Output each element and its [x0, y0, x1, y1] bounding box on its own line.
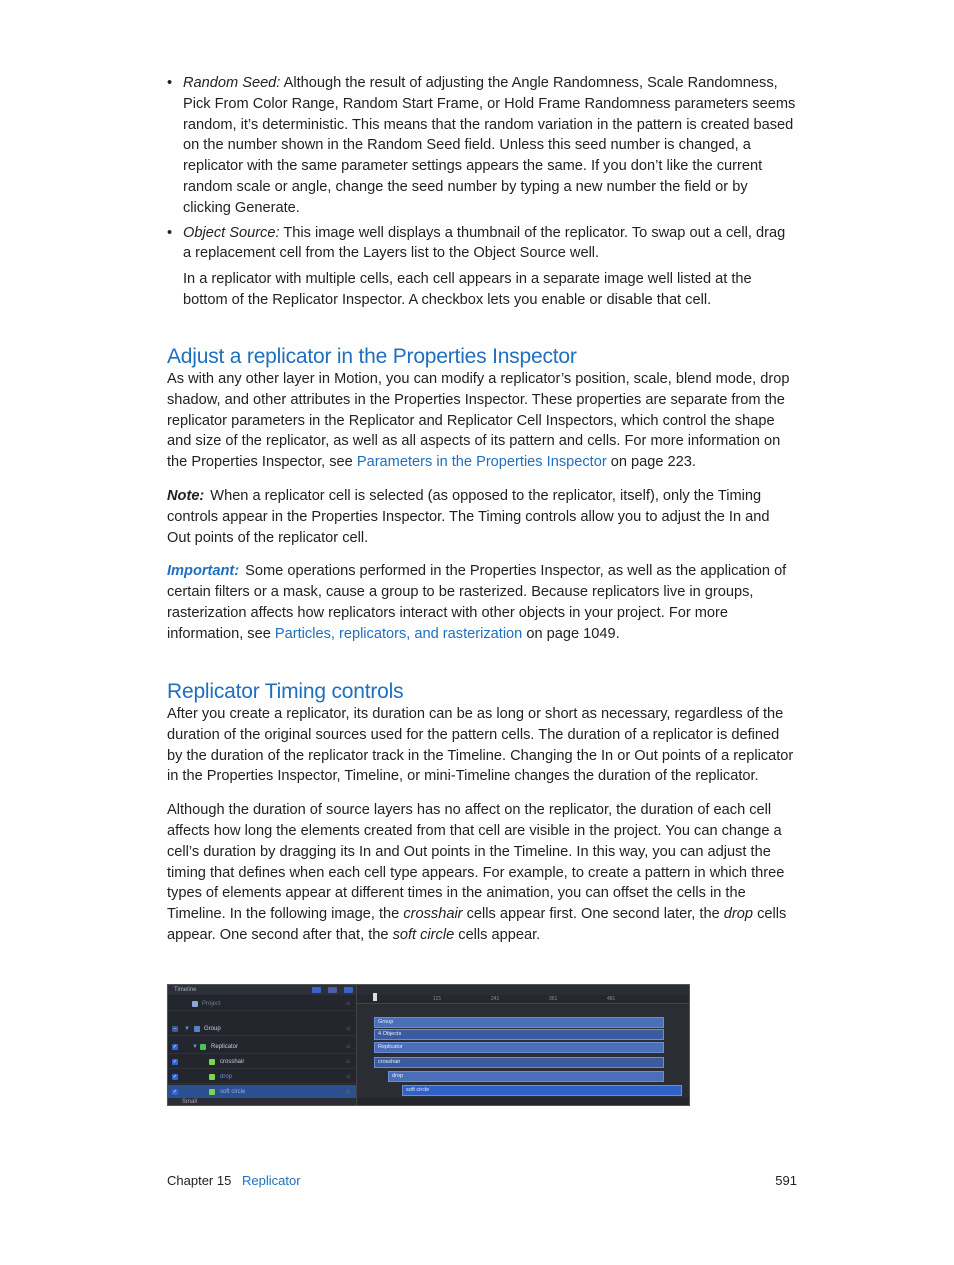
layer-row-group[interactable] — [168, 1022, 356, 1036]
text-run: on page 1049. — [526, 625, 620, 642]
layer-row-drop[interactable] — [168, 1070, 356, 1084]
thumbnail-size-label[interactable]: Small — [182, 1099, 198, 1105]
lock-icon[interactable]: ⌂ — [346, 1001, 350, 1007]
text-run: cells appear. One second after that, the — [167, 906, 787, 943]
project-icon — [192, 1001, 198, 1007]
bullet-dot: • — [167, 75, 173, 91]
ruler-tick: 121 — [433, 996, 442, 1002]
text-run: cells appear first. One second later, the — [466, 906, 720, 923]
important-paragraph — [167, 561, 797, 644]
replicator-icon — [200, 1044, 206, 1050]
bullet-paragraph — [183, 73, 797, 219]
timeline-tracks-panel — [357, 985, 689, 1106]
collapse-icon[interactable]: – — [173, 1026, 177, 1032]
layer-row-soft-circle[interactable] — [168, 1085, 356, 1099]
body-paragraph — [167, 369, 797, 473]
group-icon — [194, 1026, 200, 1032]
bullet-random-seed — [167, 73, 797, 219]
track-drop[interactable]: drop — [388, 1071, 664, 1082]
section-properties-inspector — [167, 345, 797, 645]
bullet-object-source — [167, 223, 797, 311]
important-label: Important: — [167, 563, 240, 580]
timeline-screenshot — [167, 984, 690, 1106]
enable-checkbox[interactable]: ✓ — [172, 1074, 178, 1080]
filter-icon[interactable] — [312, 987, 321, 993]
lock-icon[interactable]: ⌂ — [346, 1044, 350, 1050]
text-run: on page 223. — [610, 454, 696, 471]
chapter-label: Chapter 15 — [167, 1173, 232, 1188]
layer-row-project[interactable] — [168, 997, 356, 1011]
link-parameters-properties-inspector[interactable]: Parameters in the Properties Inspector — [356, 454, 607, 471]
disclosure-triangle-icon[interactable]: ▼ — [192, 1044, 198, 1050]
enable-checkbox[interactable]: ✓ — [172, 1059, 178, 1065]
bullet-text: Although the result of adjusting the Angle Randomness, Scale Randomness, Pick From Color Range, Random Start Frame, or Hold Frame Randomness parameters seems random, it’s deterministic. This means that the random variation in the pattern is created based on the number shown in the Random Seed field. Unless this seed number is changed, a replicator with the same parameter settings appears the same. If you don’t like the current random scale or angle, change the seed number by typing a new number the field or by clicking Generate. — [183, 75, 796, 216]
layer-name: Project — [202, 1001, 221, 1007]
body-paragraph: After you create a replicator, its duration can be as long or short as necessary, regardless of the duration of the original sources used for the pattern cells. The duration of a replicator is defined by the duration of the replicator track in the Timeline. Changing the In or Out points of a replicator in the Properties Inspector, Timeline, or mini-Timeline changes the duration of the replicator. — [167, 706, 794, 785]
timeline-scrollbar[interactable] — [357, 1098, 689, 1106]
section-heading: Replicator Timing controls — [167, 680, 404, 703]
layer-row-crosshair[interactable] — [168, 1055, 356, 1069]
lock-icon[interactable]: ⌂ — [346, 1059, 350, 1065]
lock-icon[interactable]: ⌂ — [346, 1026, 350, 1032]
note-label: Note: — [167, 487, 205, 504]
bullet-paragraph — [183, 223, 797, 265]
ruler-tick: 241 — [491, 996, 500, 1002]
section-heading: Adjust a replicator in the Properties Inspector — [167, 345, 577, 368]
add-layer-icon[interactable] — [344, 987, 353, 993]
layer-name: drop — [220, 1074, 233, 1080]
link-particles-rasterization[interactable]: Particles, replicators, and rasterization — [274, 625, 523, 642]
lock-icon[interactable]: ⌂ — [346, 1089, 350, 1095]
cell-icon — [209, 1089, 215, 1095]
body-paragraph — [167, 800, 797, 946]
page-number: 591 — [775, 1173, 797, 1188]
text-run: cells appear. — [458, 926, 541, 943]
bullet-list — [167, 73, 797, 315]
note-text: When a replicator cell is selected (as opposed to the replicator, itself), only the Timing controls appear in the Properties Inspector. The Timing controls allow you to adjust the In and Out points of the replicator cell. — [167, 487, 770, 546]
bullet-term: Random Seed: — [183, 75, 281, 91]
layer-row-replicator[interactable] — [168, 1040, 356, 1054]
bullet-text: This image well displays a thumbnail of the replicator. To swap out a cell, drag a replacement cell from the Layers list to the Object Source well. — [183, 224, 786, 262]
track-soft-circle[interactable]: soft circle — [402, 1085, 682, 1096]
chapter-name-link[interactable]: Replicator — [242, 1173, 301, 1188]
cell-icon — [209, 1059, 215, 1065]
section-replicator-timing — [167, 680, 797, 946]
timeline-ruler[interactable] — [357, 995, 689, 1004]
bullet-dot: • — [167, 224, 173, 241]
enable-checkbox[interactable]: ✓ — [172, 1044, 178, 1050]
bullet-term: Object Source: — [183, 224, 280, 241]
timeline-header — [168, 985, 356, 995]
track-crosshair[interactable]: crosshair — [374, 1057, 664, 1068]
track-replicator[interactable]: Replicator — [374, 1042, 664, 1053]
timeline-footer — [168, 1098, 356, 1106]
bullet-paragraph: In a replicator with multiple cells, each cell appears in a separate image well listed at the bottom of the Replicator Inspector. A checkbox lets you enable or disable that cell. — [183, 271, 752, 308]
layer-name: crosshair — [220, 1059, 245, 1065]
timeline-title: Timeline — [174, 987, 197, 993]
enable-checkbox[interactable]: ✓ — [172, 1089, 178, 1095]
track-group[interactable]: Group — [374, 1017, 664, 1028]
timeline-layers-panel — [168, 985, 357, 1106]
emphasis-soft-circle: soft circle — [392, 926, 455, 943]
note-paragraph — [167, 486, 797, 548]
text-run: As with any other layer in Motion, you can modify a replicator’s position, scale, blend mode, drop shadow, and other attributes in the Properties Inspector. These properties are separate from the replicator parameters in the Replicator and Replicator Cell Inspectors, which control the shape and size of the replicator, as well as all aspects of its pattern and cells. For more information on the Properties Inspector, see — [167, 371, 790, 471]
cell-icon — [209, 1074, 215, 1080]
layer-name: Group — [204, 1026, 221, 1032]
emphasis-drop: drop — [723, 906, 753, 923]
text-run: Although the duration of source layers has no affect on the replicator, the duration of each cell affects how long the elements created from that cell are visible in the project. You can change a cell’s duration by dragging its In and Out points in the Timeline. In this way, you can adjust the timing that defines when each cell type appears. For example, to create a pattern in which three types of elements appear at different times in the animation, you can offset the cells in the Timeline. In the following image, the — [167, 802, 785, 923]
gear-icon[interactable] — [328, 987, 337, 993]
text-run: Some operations performed in the Properties Inspector, as well as the application of certain filters or a mask, cause a group to be rasterized. Because replicators live in groups, rasterization affects how replicators interact with other objects in your project. For more information, see — [167, 563, 787, 642]
disclosure-triangle-icon[interactable]: ▼ — [184, 1026, 190, 1032]
emphasis-crosshair: crosshair — [403, 906, 463, 923]
track-objects[interactable]: 4 Objects — [374, 1029, 664, 1040]
ruler-tick: 361 — [549, 996, 558, 1002]
playhead[interactable] — [373, 993, 377, 1001]
ruler-tick: 481 — [607, 996, 616, 1002]
layer-name: Replicator — [211, 1044, 239, 1050]
layer-name: soft circle — [220, 1089, 246, 1095]
lock-icon[interactable]: ⌂ — [346, 1074, 350, 1080]
